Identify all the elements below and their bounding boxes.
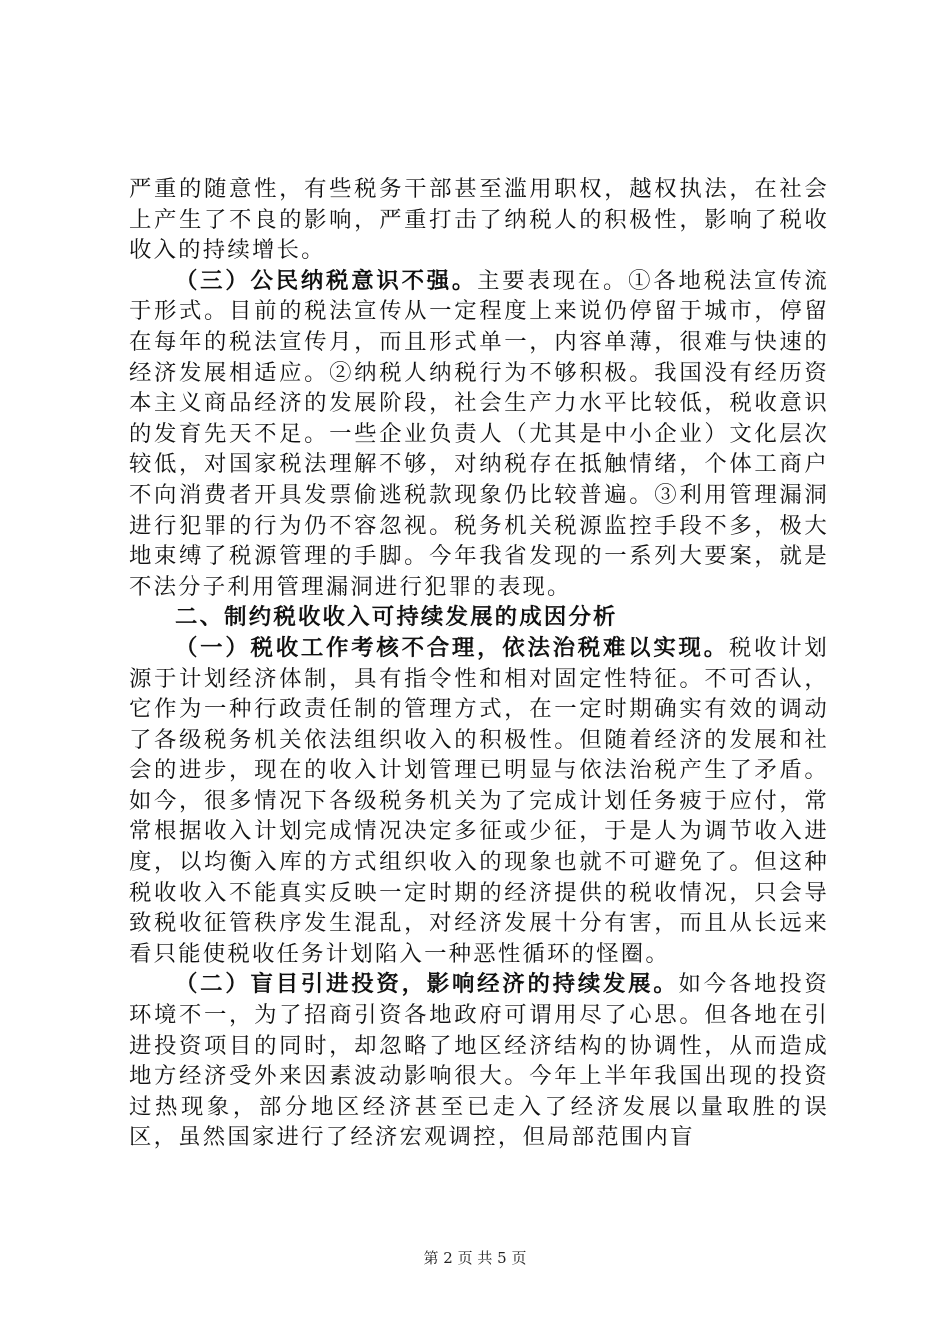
paragraph-continuation <box>129 174 829 266</box>
section-heading <box>129 602 829 633</box>
paragraph-assessment <box>129 633 829 970</box>
paragraph-lead-heading: （三）公民纳税意识不强。 <box>175 267 478 294</box>
paragraph-text: 如今各地投资环境不一，为了招商引资各地政府可谓用尽了心思。但各地在引进投资项目的同时，却忽略了地区经济结构的协调性，从而造成地方经济受外来因素波动影响很大。今年上半年我国出现的投资过热现象，部分地区经济甚至已走入了经济发展以量取胜的误区，虽然国家进行了经济宏观调控，但局部范围内盲 <box>129 971 830 1151</box>
paragraph-lead-heading: （一）税收工作考核不合理，依法治税难以实现。 <box>175 634 729 661</box>
document-body <box>129 174 829 1153</box>
page-footer <box>0 1248 950 1268</box>
paragraph-text: 主要表现在。①各地税法宣传流于形式。目前的税法宣传从一定程度上来说仍停留于城市，停留在每年的税法宣传月，而且形式单一，内容单薄，很难与快速的经济发展相适应。②纳税人纳税行为不够积极。我国没有经历资本主义商品经济的发展阶段，社会生产力水平比较低，税收意识的发育先天不足。一些企业负责人（尤其是中小企业）文化层次较低，对国家税法理解不够，对纳税存在抵触情绪，个体工商户不向消费者开具发票偷逃税款现象仍比较普遍。③利用管理漏洞进行犯罪的行为仍不容忽视。税务机关税源监控手段不多，极大地束缚了税源管理的手脚。今年我省发现的一系列大要案，就是不法分子利用管理漏洞进行犯罪的表现。 <box>129 267 829 600</box>
page-number-label: 第 2 页 共 5 页 <box>423 1249 527 1267</box>
paragraph-text: 税收计划源于计划经济体制，具有指令性和相对固定性特征。不可否认，它作为一种行政责任制的管理方式，在一定时期确实有效的调动了各级税务机关依法组织收入的积极性。但随着经济的发展和社会的进步，现在的收入计划管理已明显与依法治税产生了矛盾。如今，很多情况下各级税务机关为了完成计划任务疲于应付，常常根据收入计划完成情况决定多征或少征，于是人为调节收入进度，以均衡入库的方式组织收入的现象也就不可避免了。但这种税收收入不能真实反映一定时期的经济提供的税收情况，只会导致税收征管秩序发生混乱，对经济发展十分有害，而且从长远来看只能使税收任务计划陷入一种恶性循环的怪圈。 <box>129 634 829 967</box>
paragraph-civic-tax-awareness <box>129 266 829 603</box>
paragraph-lead-heading: （二）盲目引进投资，影响经济的持续发展。 <box>175 971 679 998</box>
section-heading-text: 二、制约税收收入可持续发展的成因分析 <box>175 604 618 631</box>
paragraph-text: 严重的随意性，有些税务干部甚至滥用职权，越权执法，在社会上产生了不良的影响，严重打击了纳税人的积极性，影响了税收收入的持续增长。 <box>129 176 829 264</box>
paragraph-investment <box>129 969 829 1153</box>
